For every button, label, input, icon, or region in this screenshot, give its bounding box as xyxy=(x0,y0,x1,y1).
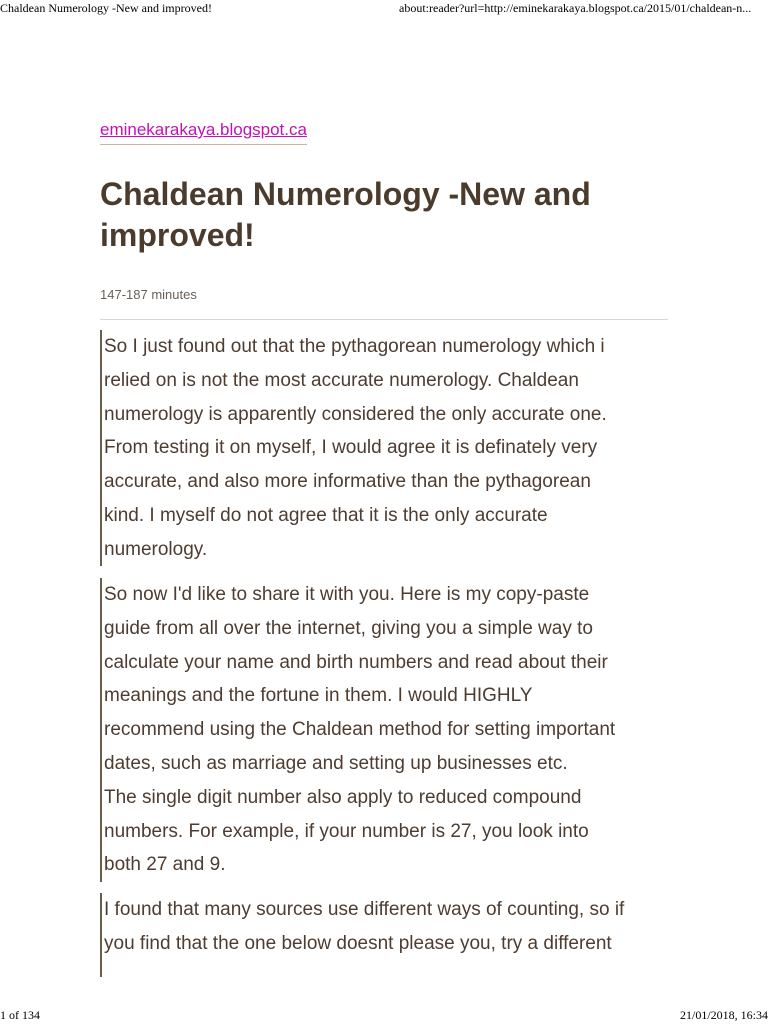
paragraph-line: numerology. xyxy=(104,538,208,560)
paragraph-line: relied on is not the most accurate numerology. Chaldean xyxy=(104,369,579,391)
print-footer xyxy=(0,1008,768,1024)
print-header-url: about:reader?url=http://eminekarakaya.blogspot.ca/2015/01/chaldean-n... xyxy=(399,1,752,15)
print-header-title: Chaldean Numerology -New and improved! xyxy=(0,1,212,15)
paragraph-line: calculate your name and birth numbers and read about their xyxy=(104,651,608,673)
page-counter: 1 of 134 xyxy=(0,1008,40,1022)
reading-time: 147-187 minutes xyxy=(100,287,197,302)
paragraph-3 xyxy=(100,893,670,977)
paragraph-line: kind. I myself do not agree that it is the only accurate xyxy=(104,504,548,526)
paragraph-line: I found that many sources use different ways of counting, so if xyxy=(104,899,625,920)
paragraph-line: accurate, and also more informative than the pythagorean xyxy=(104,471,591,493)
paragraph-line: recommend using the Chaldean method for setting important xyxy=(104,719,616,741)
paragraph-line: dates, such as marriage and setting up businesses etc. xyxy=(104,752,568,774)
paragraph-line: numbers. For example, if your number is 27, you look into xyxy=(104,820,589,842)
paragraph-line: So I just found out that the pythagorean numerology which i xyxy=(104,336,605,357)
paragraph-line: meanings and the fortune in them. I would HIGHLY xyxy=(104,685,533,707)
paragraph-line: numerology is apparently considered the only accurate one. xyxy=(104,403,607,425)
paragraph-line: you find that the one below doesnt please you, try a different xyxy=(104,932,612,954)
source-domain-link[interactable]: eminekarakaya.blogspot.ca xyxy=(100,119,307,145)
paragraph-line: both 27 and 9. xyxy=(104,854,226,876)
print-header xyxy=(0,1,768,17)
paragraph-line: So now I'd like to share it with you. Here is my copy-paste xyxy=(104,584,590,605)
header-divider xyxy=(100,319,668,320)
paragraph-line: From testing it on myself, I would agree it is definately very xyxy=(104,437,598,459)
paragraph-2 xyxy=(100,578,670,882)
paragraph-line: The single digit number also apply to reduced compound xyxy=(104,786,582,808)
article-title: Chaldean Numerology -New and improved! xyxy=(100,176,591,253)
paragraph-line: guide from all over the internet, giving you a simple way to xyxy=(104,617,593,639)
print-datetime: 21/01/2018, 16:34 xyxy=(679,1008,768,1022)
paragraph-1 xyxy=(100,330,670,566)
